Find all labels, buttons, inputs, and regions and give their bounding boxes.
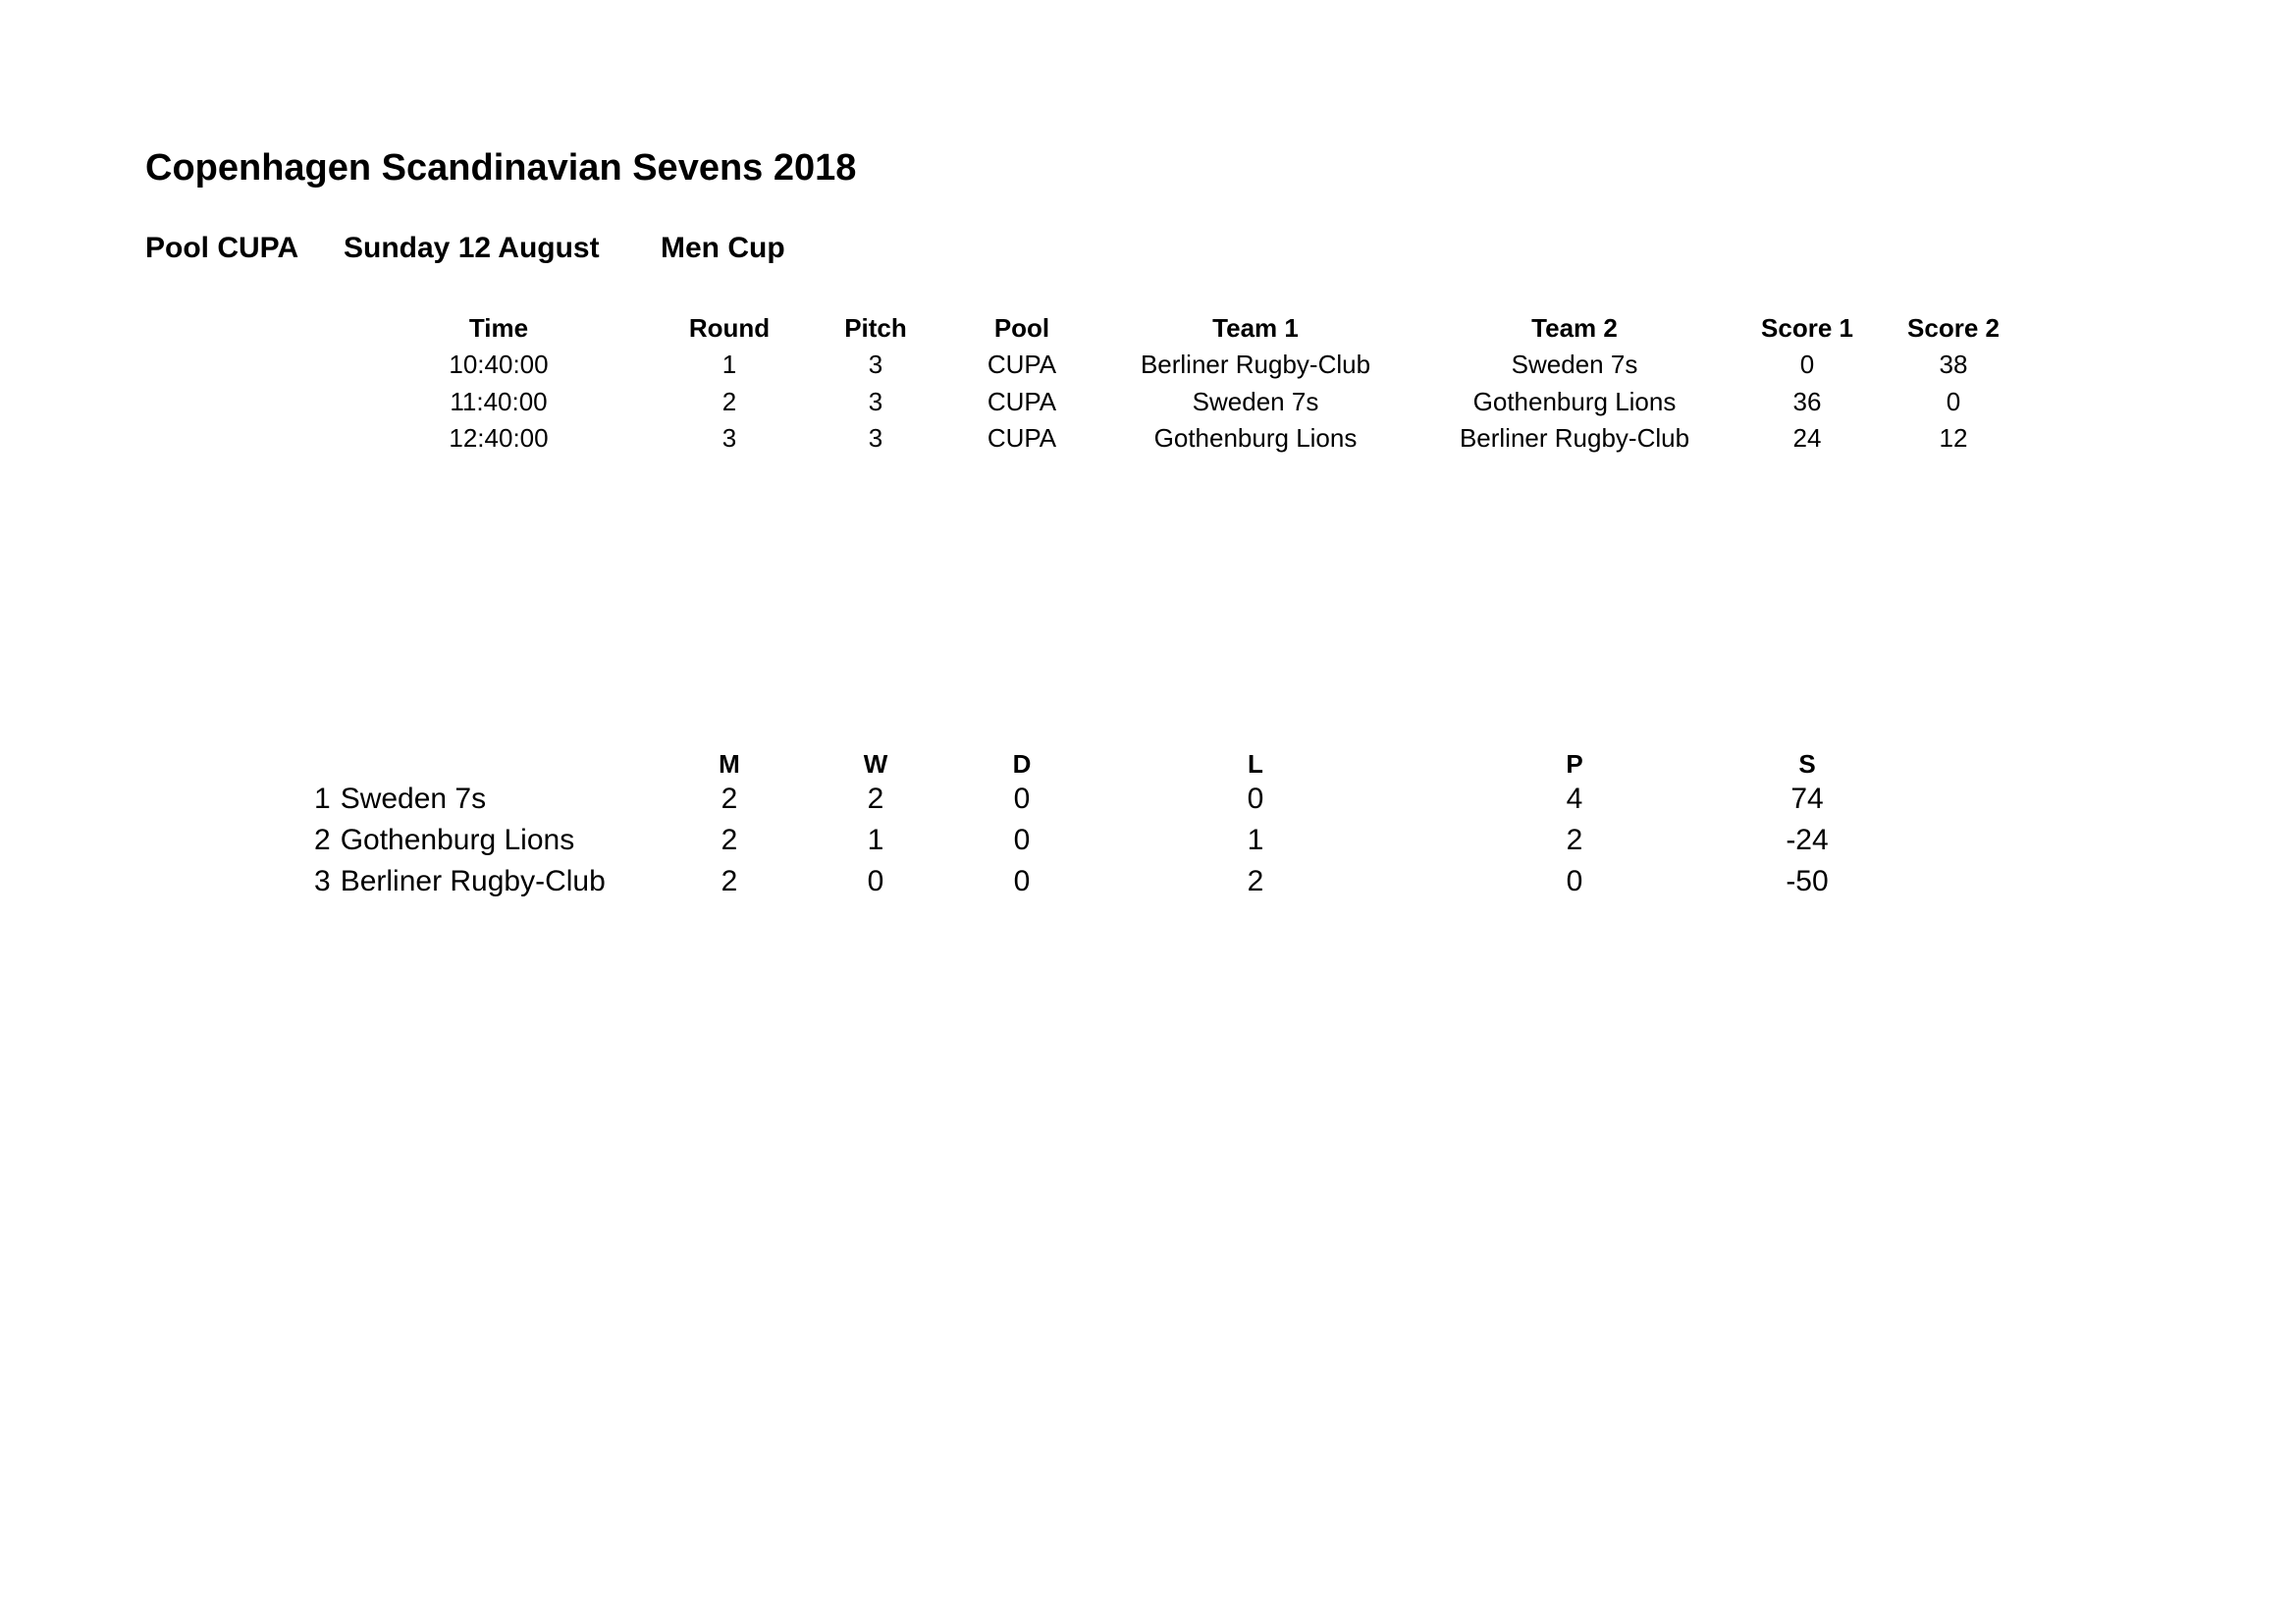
fixture-time: 10:40:00 bbox=[449, 350, 549, 379]
standing-matches: 2 bbox=[721, 783, 738, 815]
fixture-score1: 0 bbox=[1799, 350, 1815, 379]
fixture-team1: Gothenburg Lions bbox=[1153, 423, 1358, 453]
fixture-round: 1 bbox=[721, 350, 737, 379]
standing-draws: 0 bbox=[1013, 824, 1031, 856]
col-header-pitch: Pitch bbox=[844, 313, 907, 343]
standing-score: -50 bbox=[1786, 865, 1829, 897]
standing-rank: 3 bbox=[314, 865, 331, 897]
standing-losses: 0 bbox=[1247, 783, 1264, 815]
col-header-score: S bbox=[1798, 749, 1816, 779]
col-header-time: Time bbox=[468, 313, 529, 343]
standing-matches: 2 bbox=[721, 824, 738, 856]
standing-team-cell bbox=[314, 865, 606, 898]
col-header-wins: W bbox=[863, 749, 888, 779]
standing-score: 74 bbox=[1790, 783, 1824, 815]
page-title: Copenhagen Scandinavian Sevens 2018 bbox=[145, 147, 857, 189]
fixture-pool: CUPA bbox=[987, 423, 1057, 453]
col-header-score1: Score 1 bbox=[1761, 313, 1853, 343]
fixture-team2: Gothenburg Lions bbox=[1472, 387, 1677, 416]
fixture-score1: 24 bbox=[1792, 423, 1822, 453]
fixture-round: 2 bbox=[721, 387, 737, 416]
fixture-pool: CUPA bbox=[987, 350, 1057, 379]
fixture-pitch: 3 bbox=[868, 423, 883, 453]
col-header-score2: Score 2 bbox=[1907, 313, 2000, 343]
standing-team: Sweden 7s bbox=[340, 783, 487, 815]
standing-rank: 2 bbox=[314, 824, 331, 856]
standing-team: Berliner Rugby-Club bbox=[340, 865, 606, 897]
fixture-time: 11:40:00 bbox=[450, 387, 548, 416]
pool-label: Pool CUPA bbox=[145, 232, 299, 264]
fixture-round: 3 bbox=[721, 423, 737, 453]
fixture-score2: 38 bbox=[1939, 350, 1968, 379]
fixture-team1: Sweden 7s bbox=[1192, 387, 1319, 416]
standing-draws: 0 bbox=[1013, 783, 1031, 815]
standing-wins: 0 bbox=[867, 865, 884, 897]
standing-wins: 1 bbox=[867, 824, 884, 856]
standing-draws: 0 bbox=[1013, 865, 1031, 897]
fixture-time: 12:40:00 bbox=[449, 423, 549, 453]
standing-points: 4 bbox=[1566, 783, 1583, 815]
competition-label: Men Cup bbox=[661, 232, 785, 264]
standing-losses: 1 bbox=[1247, 824, 1264, 856]
fixture-pitch: 3 bbox=[868, 387, 883, 416]
col-header-team1: Team 1 bbox=[1212, 313, 1299, 343]
col-header-draws: D bbox=[1012, 749, 1032, 779]
fixture-pool: CUPA bbox=[987, 387, 1057, 416]
col-header-round: Round bbox=[688, 313, 771, 343]
col-header-points: P bbox=[1566, 749, 1583, 779]
standing-score: -24 bbox=[1786, 824, 1829, 856]
standing-team: Gothenburg Lions bbox=[340, 824, 575, 856]
fixture-team2: Berliner Rugby-Club bbox=[1459, 423, 1690, 453]
fixture-team2: Sweden 7s bbox=[1511, 350, 1638, 379]
fixture-score1: 36 bbox=[1792, 387, 1822, 416]
fixture-score2: 12 bbox=[1939, 423, 1968, 453]
col-header-losses: L bbox=[1248, 749, 1263, 779]
fixture-pitch: 3 bbox=[868, 350, 883, 379]
standing-points: 0 bbox=[1566, 865, 1583, 897]
standing-rank: 1 bbox=[314, 783, 331, 815]
standing-team-cell bbox=[314, 783, 486, 816]
standing-wins: 2 bbox=[867, 783, 884, 815]
standing-points: 2 bbox=[1566, 824, 1583, 856]
col-header-pool: Pool bbox=[993, 313, 1050, 343]
col-header-matches: M bbox=[719, 749, 740, 779]
fixture-score2: 0 bbox=[1946, 387, 1961, 416]
standing-matches: 2 bbox=[721, 865, 738, 897]
standing-team-cell bbox=[314, 824, 574, 857]
date-label: Sunday 12 August bbox=[344, 232, 600, 264]
col-header-team2: Team 2 bbox=[1531, 313, 1618, 343]
standing-losses: 2 bbox=[1247, 865, 1264, 897]
fixture-team1: Berliner Rugby-Club bbox=[1140, 350, 1371, 379]
